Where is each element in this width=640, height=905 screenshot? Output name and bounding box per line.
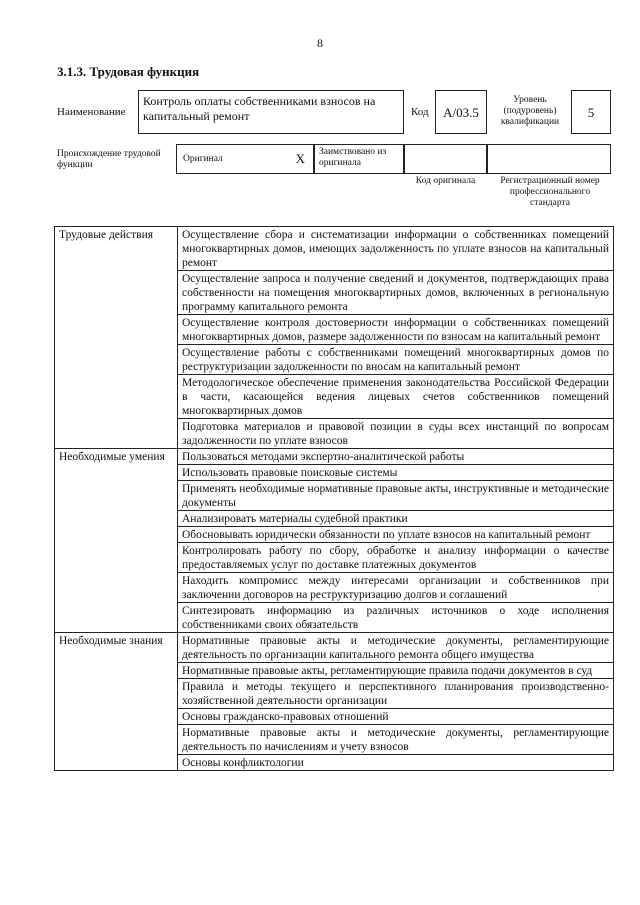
item-cell: Подготовка материалов и правовой позиции в суды всех инстанций по вопросам задолженности по уплате взносов (178, 419, 614, 449)
item-cell: Методологическое обеспечение применения законодательства Российской Федерации в части, касающейся ведения лицевых счетов собственников помещений многоквартирных домов (178, 375, 614, 419)
code-value: A/03.5 (435, 90, 487, 134)
item-cell: Осуществление запроса и получение сведений и документов, подтверждающих права собственности на помещения многоквартирных домов, включенных в региональную программу капитального ремонта (178, 271, 614, 315)
item-cell: Пользоваться методами экспертно-аналитической работы (178, 449, 614, 465)
reg-number-cell (487, 144, 611, 174)
item-cell: Основы конфликтологии (178, 755, 614, 771)
item-cell: Осуществление работы с собственниками помещений многоквартирных домов по реструктуризации задолженности по вносам на капитальный ремонт (178, 345, 614, 375)
section-title: 3.1.3. Трудовая функция (57, 64, 200, 79)
item-cell: Основы гражданско-правовых отношений (178, 709, 614, 725)
table-row (55, 633, 614, 663)
item-cell: Синтезировать информацию из различных источников о ходе исполнения собственниками своих обязательств (178, 603, 614, 633)
item-cell: Применять необходимые нормативные правовые акты, инструктивные и методические документы (178, 481, 614, 511)
table-row (55, 449, 614, 465)
item-cell: Нормативные правовые акты и методические документы, регламентирующие деятельность по начислениям и учету взносов (178, 725, 614, 755)
labor-function-table (54, 226, 614, 771)
origin-label: Происхождение трудовой функции (57, 149, 161, 170)
item-cell: Анализировать материалы судебной практики (178, 511, 614, 527)
item-cell: Осуществление контроля достоверности информации о собственниках помещений многоквартирных домов, размере задолженности по взносам на капитальный ремонт (178, 315, 614, 345)
name-value: Контроль оплаты собственниками взносов на капитальный ремонт (138, 90, 404, 134)
item-cell: Находить компромисс между интересами организации и собственников при заключении договоров на реструктуризацию долгов и соглашений (178, 573, 614, 603)
page-number: 8 (317, 36, 323, 50)
reg-number-label: Регистрационный номер профессионального стандарта (500, 176, 600, 208)
item-cell: Нормативные правовые акты, регламентирующие правила подачи документов в суд (178, 663, 614, 679)
original-cell (176, 144, 314, 174)
level-label: Уровень (подуровень) квалификации (500, 95, 560, 127)
code-label: Код (411, 106, 429, 118)
original-mark: X (295, 151, 305, 166)
code-original-label: Код оригинала (415, 176, 476, 186)
item-cell: Обосновывать юридически обязанности по уплате взносов на капитальный ремонт (178, 527, 614, 543)
borrowed-cell: Заимствовано из оригинала (314, 144, 404, 174)
item-cell: Осуществление сбора и систематизации информации о собственниках помещений многоквартирных домов, имеющих задолженность по уплате взносов на капитальный ремонт (178, 227, 614, 271)
category-cell: Необходимые знания (55, 633, 178, 771)
name-label: Наименование (57, 106, 126, 118)
category-cell: Трудовые действия (55, 227, 178, 449)
code-original-cell (404, 144, 487, 174)
item-cell: Нормативные правовые акты и методические документы, регламентирующие деятельность по организации капитального ремонта общего имущества (178, 633, 614, 663)
item-cell: Контролировать работу по сбору, обработке и анализу информации о качестве предоставляемых услуг по доставке платежных документов (178, 543, 614, 573)
level-value: 5 (571, 90, 611, 134)
item-cell: Использовать правовые поисковые системы (178, 465, 614, 481)
original-label: Оригинал (183, 154, 223, 164)
table-row (55, 227, 614, 271)
item-cell: Правила и методы текущего и перспективного планирования производственно-хозяйственной деятельности организации (178, 679, 614, 709)
category-cell: Необходимые умения (55, 449, 178, 633)
